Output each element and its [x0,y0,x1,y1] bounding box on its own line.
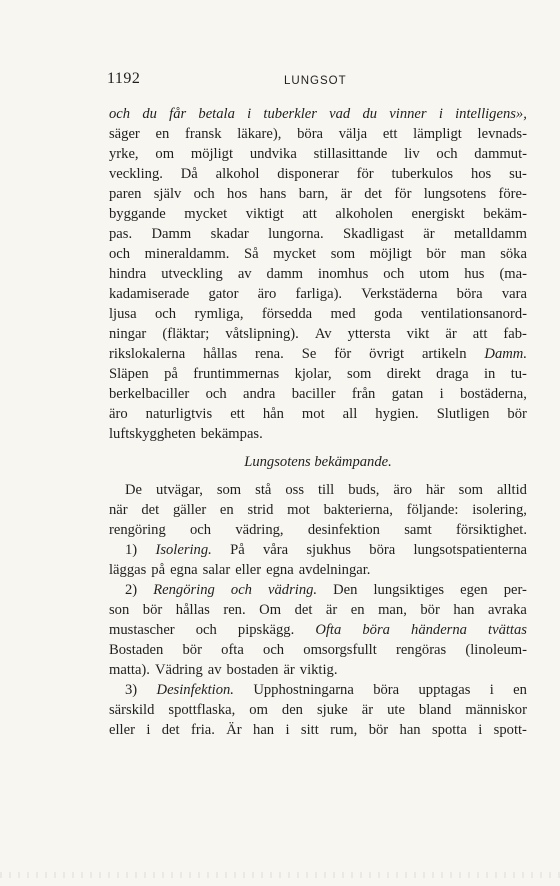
text-line: yrke, om möjligt undvika stillasittande liv och dammut- [109,146,527,162]
text-line: paren själv och hos hans barn, är det för lungsotens före- [109,186,527,202]
text-line: veckling. Då alkohol disponerar för tuberkulos hos su- [109,166,527,182]
text-line: 2) Rengöring och vädring. Den lungsiktiges egen per- [125,582,527,598]
running-head: LUNGSOT [284,75,347,87]
text-line: kadamiserade gator äro farliga). Verkstäderna böra vara [109,286,527,302]
item-isolering [109,540,527,580]
text-line: son bör hållas ren. Om det är en man, bör han avraka [109,602,527,618]
section-heading-text: Lungsotens bekämpande. [244,454,392,470]
text-line: mustascher och pipskägg. Ofta böra händerna tvättas [109,622,527,638]
text-line: säger en fransk läkare), böra välja ett lämpligt levnads- [109,126,527,142]
scan-edge [0,872,560,878]
text-line: 3) Desinfektion. Upphostningarna böra upptagas i en [125,682,527,698]
text-line: pas. Damm skadar lungorna. Skadligast är metalldamm [109,226,527,242]
text-line: rengöring och vädring, desinfektion samt försiktighet. [109,522,527,538]
paragraph-1 [109,104,527,444]
text-line: Släpen på fruntimmernas kjolar, som direkt draga in tu- [109,366,527,382]
text-line: matta). Vädring av bostaden är viktig. [109,662,338,678]
paragraph-2 [109,480,527,540]
text-line: när det gäller en strid mot bakterierna, följande: isolering, [109,502,527,518]
text-line: ningar (fläktar; våtslipning). Av yttersta vikt är att fab- [109,326,527,342]
text-line: och du får betala i tuberkler vad du vinner i intelligens», [109,106,527,122]
text-line: byggande mycket viktigt att alkoholen energiskt bekäm- [109,206,527,222]
item-rengoring [109,580,527,680]
text-line: hindra utveckling av damm inomhus och utom hus (ma- [109,266,527,282]
section-heading [109,452,527,472]
text-line: De utvägar, som stå oss till buds, äro här som alltid [125,482,527,498]
body-text [109,104,527,740]
text-line: luftskyggheten bekämpas. [109,426,263,442]
text-line: ljusa och rymliga, försedda med goda ventilationsanord- [109,306,527,322]
text-line: läggas på egna salar eller egna avdelningar. [109,562,371,578]
text-line: Bostaden bör ofta och omsorgsfullt rengöras (linoleum- [109,642,527,658]
text-line: och mineraldamm. Så mycket som möjligt bör man söka [109,246,527,262]
page-number: 1192 [107,70,141,87]
text-line: 1) Isolering. På våra sjukhus böra lungsotspatienterna [125,542,527,558]
text-line: berkelbaciller och andra baciller från gatan i bostäderna, [109,386,527,402]
text-line: rikslokalerna hållas rena. Se för övrigt artikeln Damm. [109,346,527,362]
text-line: äro naturligtvis ett hån mot all hygien. Slutligen bör [109,406,527,422]
text-line: eller i det fria. Är han i sitt rum, bör han spotta i spott- [109,722,527,738]
text-line: särskild spottflaska, om den sjuke är ute bland människor [109,702,527,718]
item-desinfektion [109,680,527,740]
